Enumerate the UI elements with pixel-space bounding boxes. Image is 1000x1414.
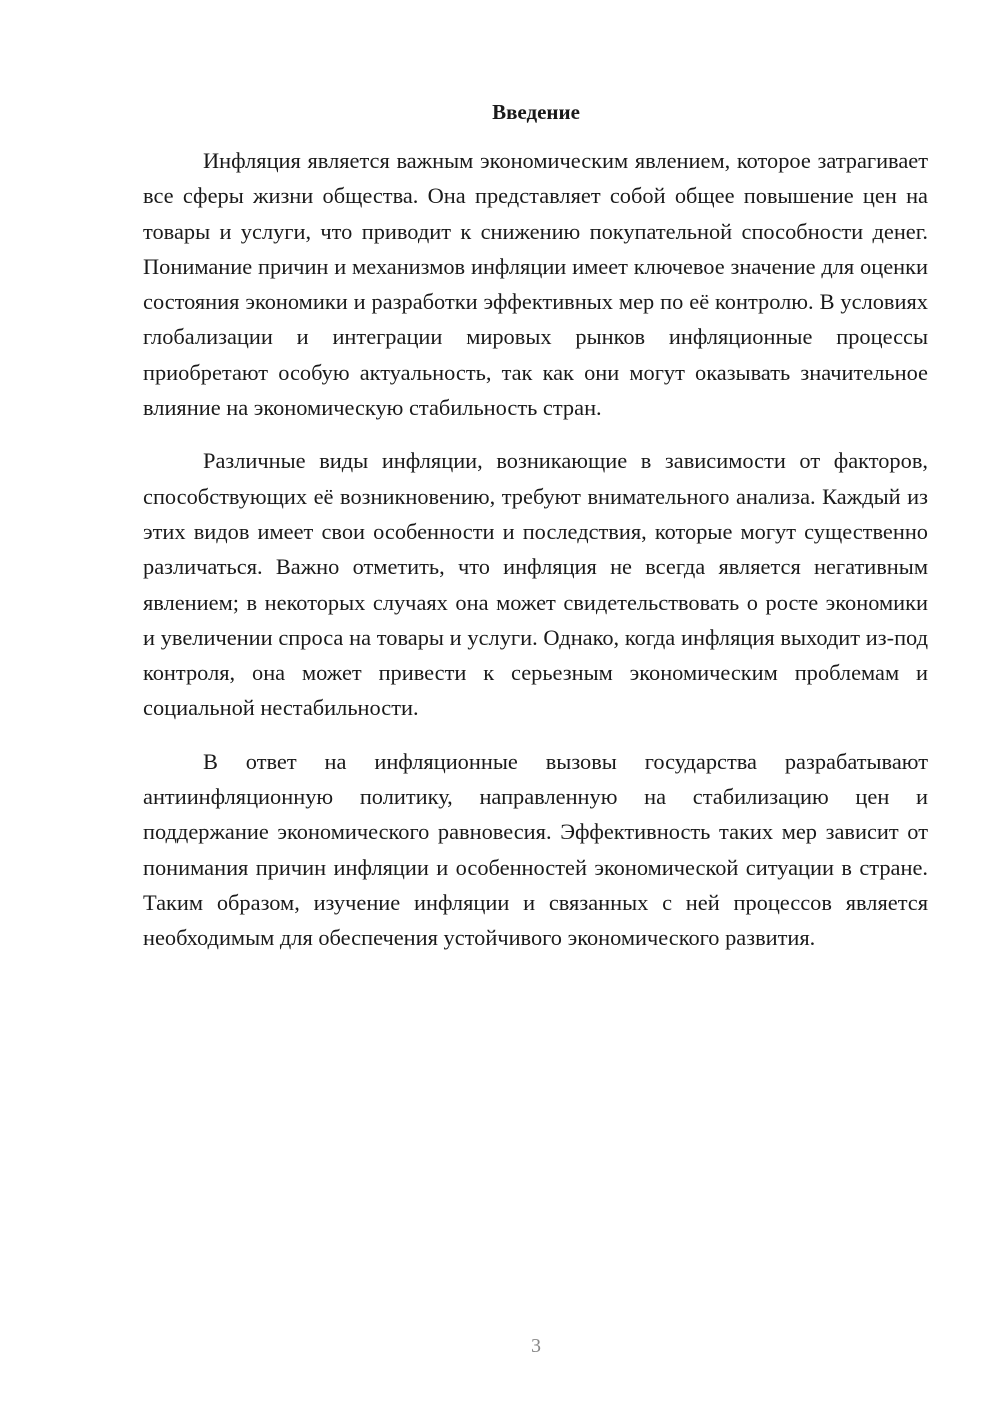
page-number: 3: [531, 1335, 541, 1357]
section-heading: Введение: [492, 100, 580, 124]
paragraph: Различные виды инфляции, возникающие в зависимости от факторов, способствующих её возникновению, требуют внимательного анализа. Каждый из этих видов имеет свои особенности и последствия, которые могут существенно различаться. Важно отметить, что инфляция не всегда является негативным явлением; в некоторых случаях она может свидетельствовать о росте экономики и увеличении спроса на товары и услуги. Однако, когда инфляция выходит из-под контроля, она может привести к серьезным экономическим проблемам и социальной нестабильности.: [143, 448, 928, 721]
body-text: [143, 143, 928, 974]
paragraph: В ответ на инфляционные вызовы государства разрабатывают антиинфляционную политику, направленную на стабилизацию цен и поддержание экономического равновесия. Эффективность таких мер зависит от понимания причин инфляции и особенностей экономической ситуации в стране. Таким образом, изучение инфляции и связанных с ней процессов является необходимым для обеспечения устойчивого экономического развития.: [143, 748, 928, 951]
paragraph: Инфляция является важным экономическим явлением, которое затрагивает все сферы жизни общества. Она представляет собой общее повышение цен на товары и услуги, что приводит к снижению покупательной способности денег. Понимание причин и механизмов инфляции имеет ключевое значение для оценки состояния экономики и разработки эффективных мер по её контролю. В условиях глобализации и интеграции мировых рынков инфляционные процессы приобретают особую актуальность, так как они могут оказывать значительное влияние на экономическую стабильность стран.: [143, 148, 928, 421]
